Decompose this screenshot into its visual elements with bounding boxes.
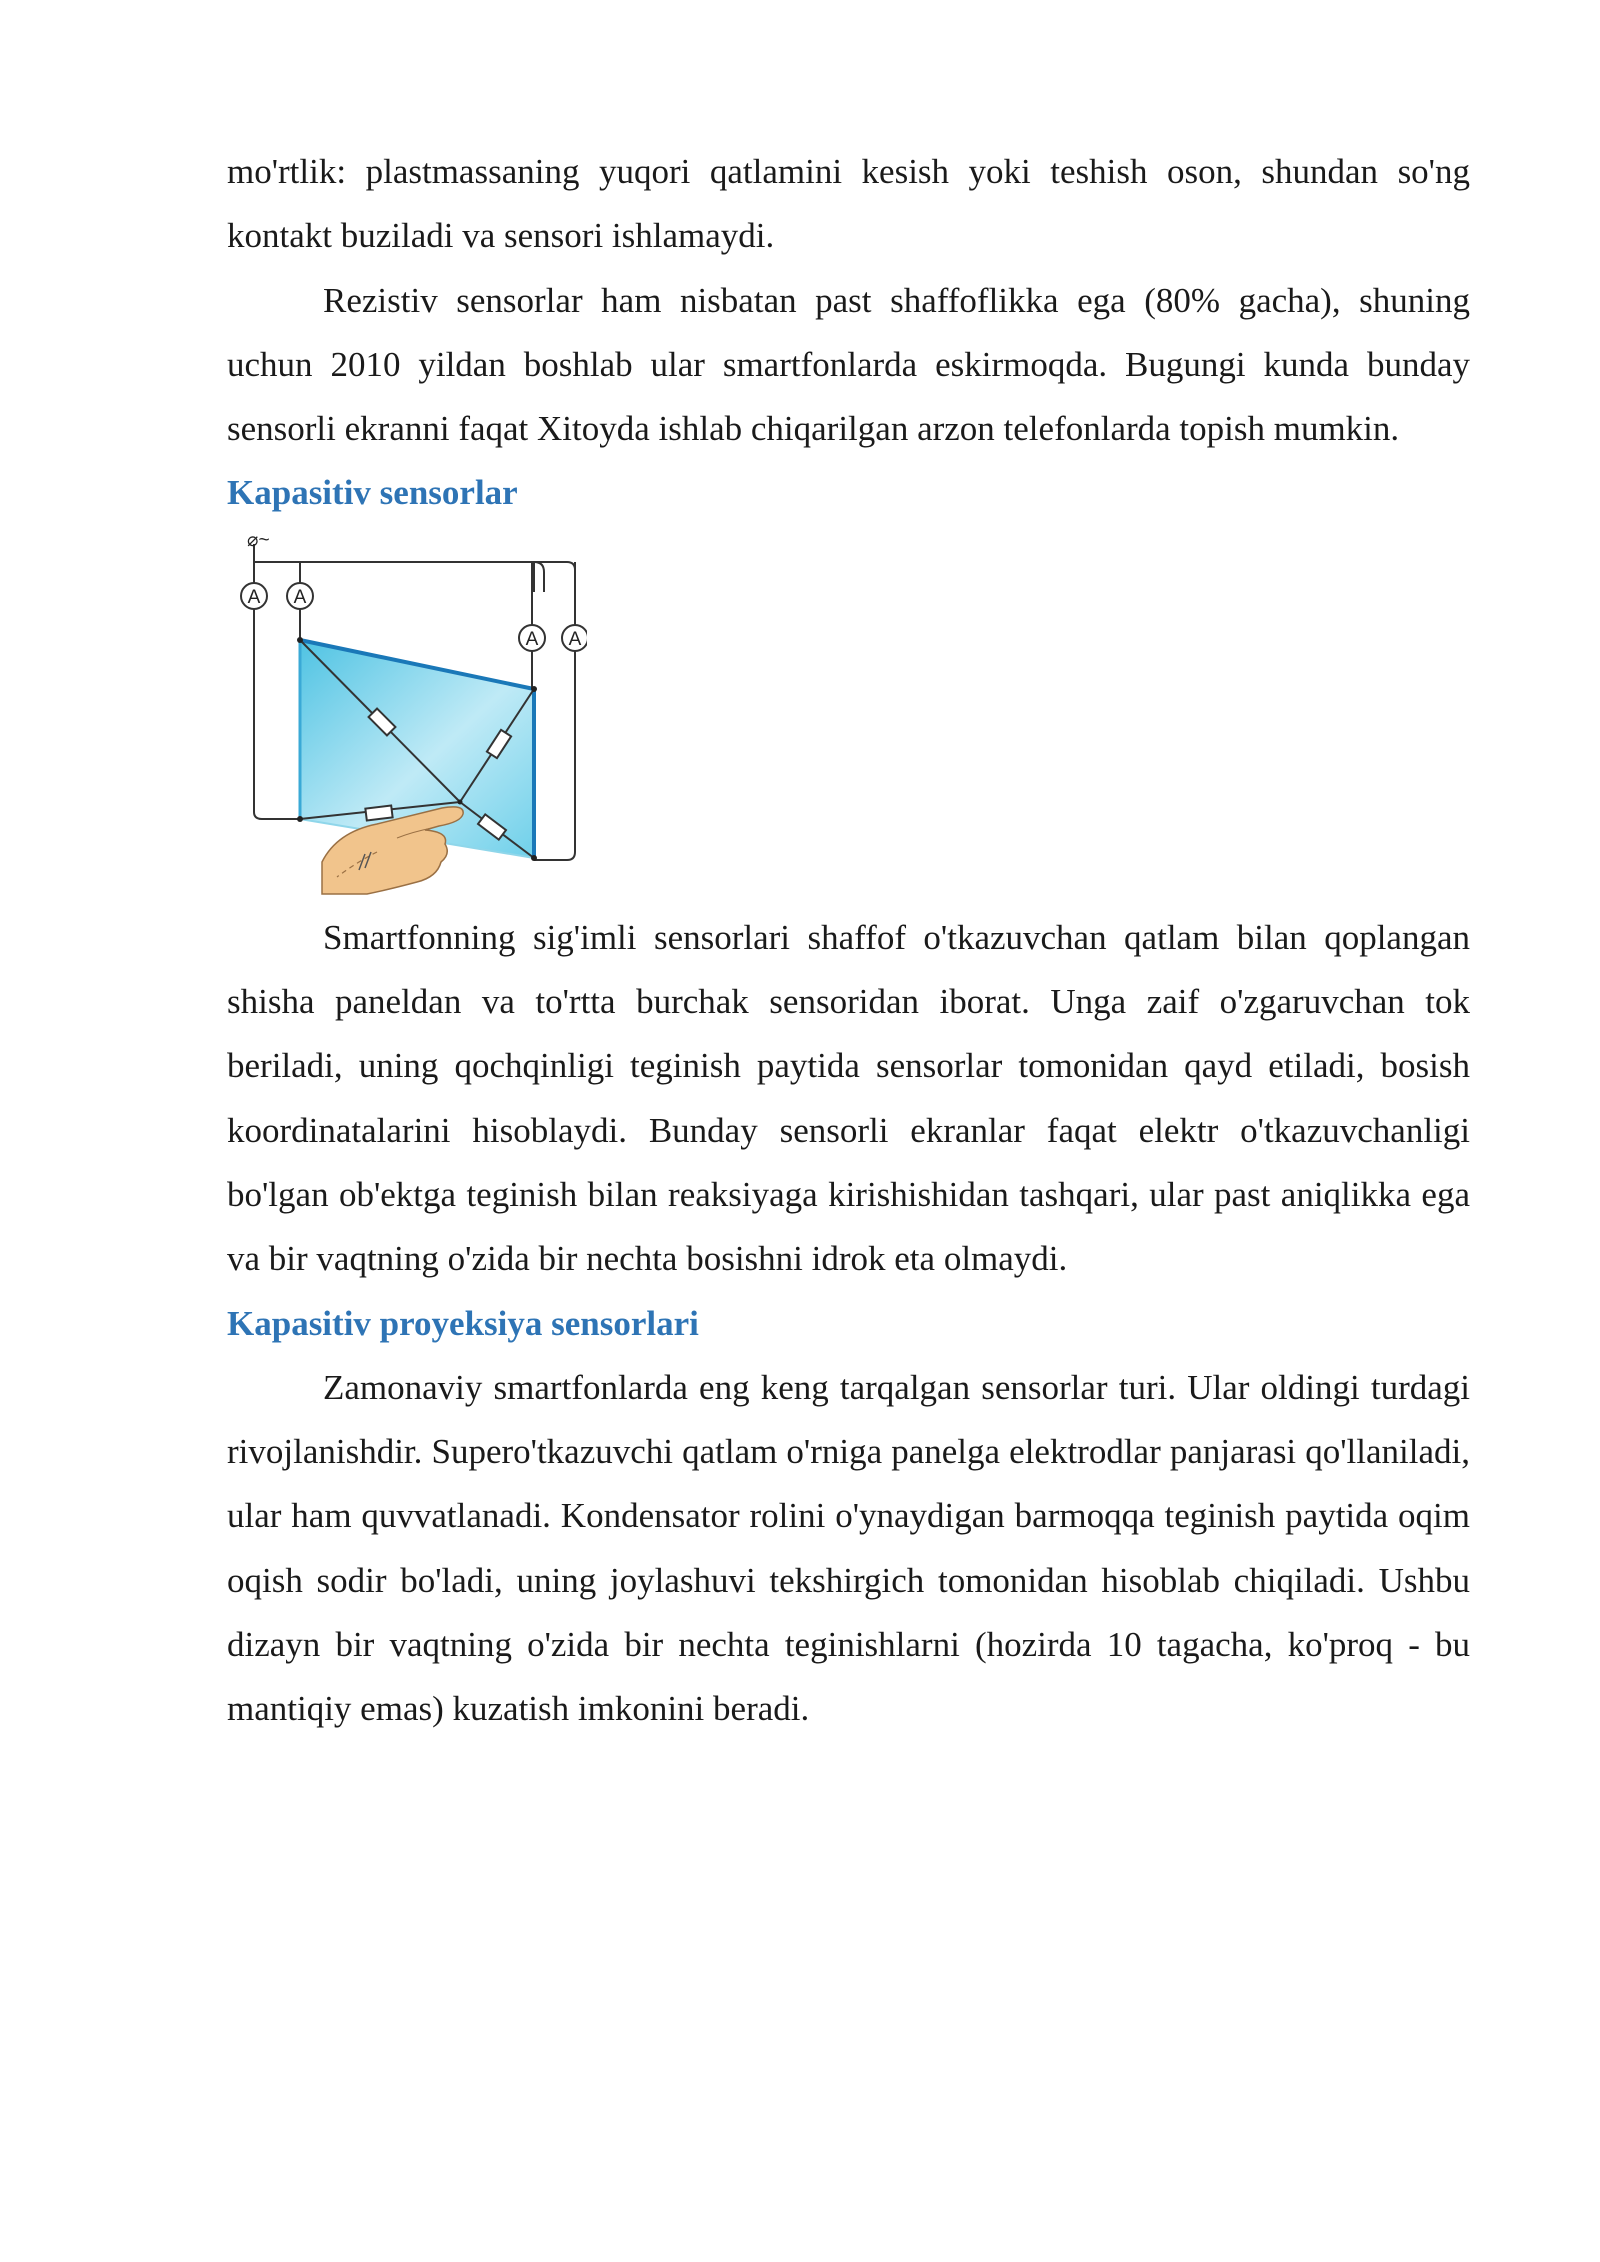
capacitive-sensor-diagram	[227, 532, 587, 902]
paragraph-2: Rezistiv sensorlar ham nisbatan past shaffoflikka ega (80% gacha), shuning uchun 2010 yildan boshlab ular smartfonlarda eskirmoqda. Bugungi kunda bunday sensorli ekranni faqat Xitoyda ishlab chiqarilgan arzon telefonlarda topish mumkin.	[227, 280, 1470, 449]
paragraph-4: Zamonaviy smartfonlarda eng keng tarqalgan sensorlar turi. Ular oldingi turdagi rivojlanishdir. Supero'tkazuvchi qatlam o'rniga panelga elektrodlar panjarasi qo'llaniladi, ular ham quvvatlanadi. Kondensator rolini o'ynaydigan barmoqqa teginish paytida oqim oqish sodir bo'ladi, uning joylashuvi tekshirgich tomonidan hisoblab chiqiladi. Ushbu dizayn bir vaqtning o'zida bir nechta teginishlarni (hozirda 10 tagacha, ko'proq - bu mantiqiy emas) kuzatish imkonini beradi.	[227, 1367, 1470, 1729]
ammeter-label: A	[525, 628, 539, 650]
heading-projected-capacitive: Kapasitiv proyeksiya sensorlari	[227, 1303, 699, 1343]
diagram-svg	[227, 532, 587, 902]
paragraph-3: Smartfonning sig'imli sensorlari shaffof o'tkazuvchan qatlam bilan qoplangan shisha paneldan va to'rtta burchak sensoridan iborat. Unga zaif o'zgaruvchan tok beriladi, uning qochqinligi teginish paytida sensorlar tomonidan qayd etiladi, bosish koordinatalarini hisoblaydi. Bunday sensorli ekranlar faqat elektr o'tkazuvchanligi bo'lgan ob'ektga teginish bilan reaksiyaga kirishishidan tashqari, ular past aniqlikka ega va bir vaqtning o'zida bir nechta bosishni idrok eta olmaydi.	[227, 917, 1470, 1279]
ammeter-label: A	[247, 586, 261, 608]
ammeter-label: A	[568, 628, 582, 650]
document-page	[227, 140, 1470, 1742]
heading-capacitive-sensors: Kapasitiv sensorlar	[227, 473, 518, 513]
ammeter-label: A	[293, 586, 307, 608]
ammeter-top-left-1	[241, 583, 267, 609]
ammeter-right-2	[562, 625, 587, 651]
ammeter-top-left-2	[287, 583, 313, 609]
ammeter-right-1	[519, 625, 545, 651]
ac-source-label: ⌀~	[247, 531, 270, 551]
paragraph-1: mo'rtlik: plastmassaning yuqori qatlamini kesish yoki teshish oson, shundan so'ng kontakt buziladi va sensori ishlamaydi.	[227, 152, 1470, 256]
